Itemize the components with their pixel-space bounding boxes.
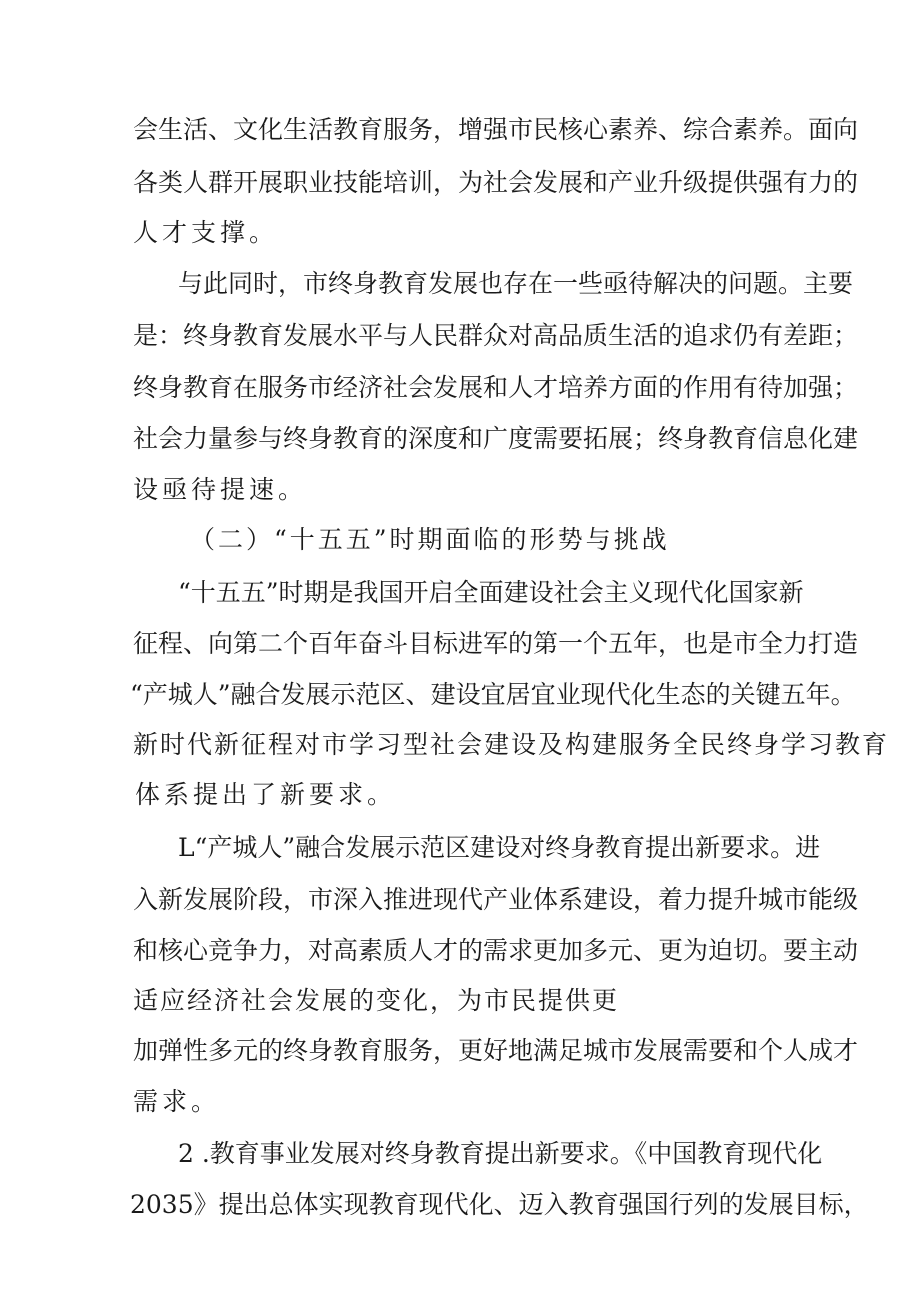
text-line: 体系提出了新要求。	[135, 780, 397, 809]
text-line: 人才支撑。	[133, 218, 279, 247]
text-line: 与此同时，市终身教育发展也存在一些亟待解决的问题。主要	[178, 269, 854, 298]
text-line: 入新发展阶段，市深入推进现代产业体系建设，着力提升城市能级	[133, 885, 859, 914]
text-line: 和核心竞争力，对高素质人才的需求更加多元、更为迫切。要主动	[133, 936, 859, 965]
text-line: 征程、向第二个百年奋斗目标进军的第一个五年，也是市全力打造	[133, 629, 859, 658]
text-line: 适应经济社会发展的变化，为市民提供更	[133, 986, 620, 1015]
text-line: “十五五”时期是我国开启全面建设社会主义现代化国家新	[178, 578, 804, 607]
text-line: 是：终身教育发展水平与人民群众对高品质生活的追求仍有差距；	[133, 321, 859, 350]
text-line: 社会力量参与终身教育的深度和广度需要拓展；终身教育信息化建	[133, 424, 859, 453]
text-line: 2035》提出总体实现教育现代化、迈入教育强国行列的发展目标，	[130, 1190, 869, 1219]
text-line: 新时代新征程对市学习型社会建设及构建服务全民终身学习教育	[133, 730, 890, 759]
text-line: 需求。	[133, 1087, 221, 1116]
text-line: 会生活、文化生活教育服务，增强市民核心素养、综合素养。面向	[133, 115, 859, 144]
text-line: 设亟待提速。	[133, 475, 308, 504]
text-line: 各类人群开展职业技能培训，为社会发展和产业升级提供强有力的	[133, 168, 859, 197]
text-line: “产城人”融合发展示范区、建设宜居宜业现代化生态的关键五年。	[130, 680, 856, 709]
text-line: 终身教育在服务市经济社会发展和人才培养方面的作用有待加强；	[133, 373, 859, 402]
text-line: 2 .教育事业发展对终身教育提出新要求。《中国教育现代化	[178, 1139, 823, 1168]
section-heading: （二）“十五五”时期面临的形势与挑战	[190, 525, 670, 554]
text-line: L“产城人”融合发展示范区建设对终身教育提出新要求。进	[178, 833, 821, 862]
text-line: 加弹性多元的终身教育服务，更好地满足城市发展需要和个人成才	[133, 1036, 859, 1065]
